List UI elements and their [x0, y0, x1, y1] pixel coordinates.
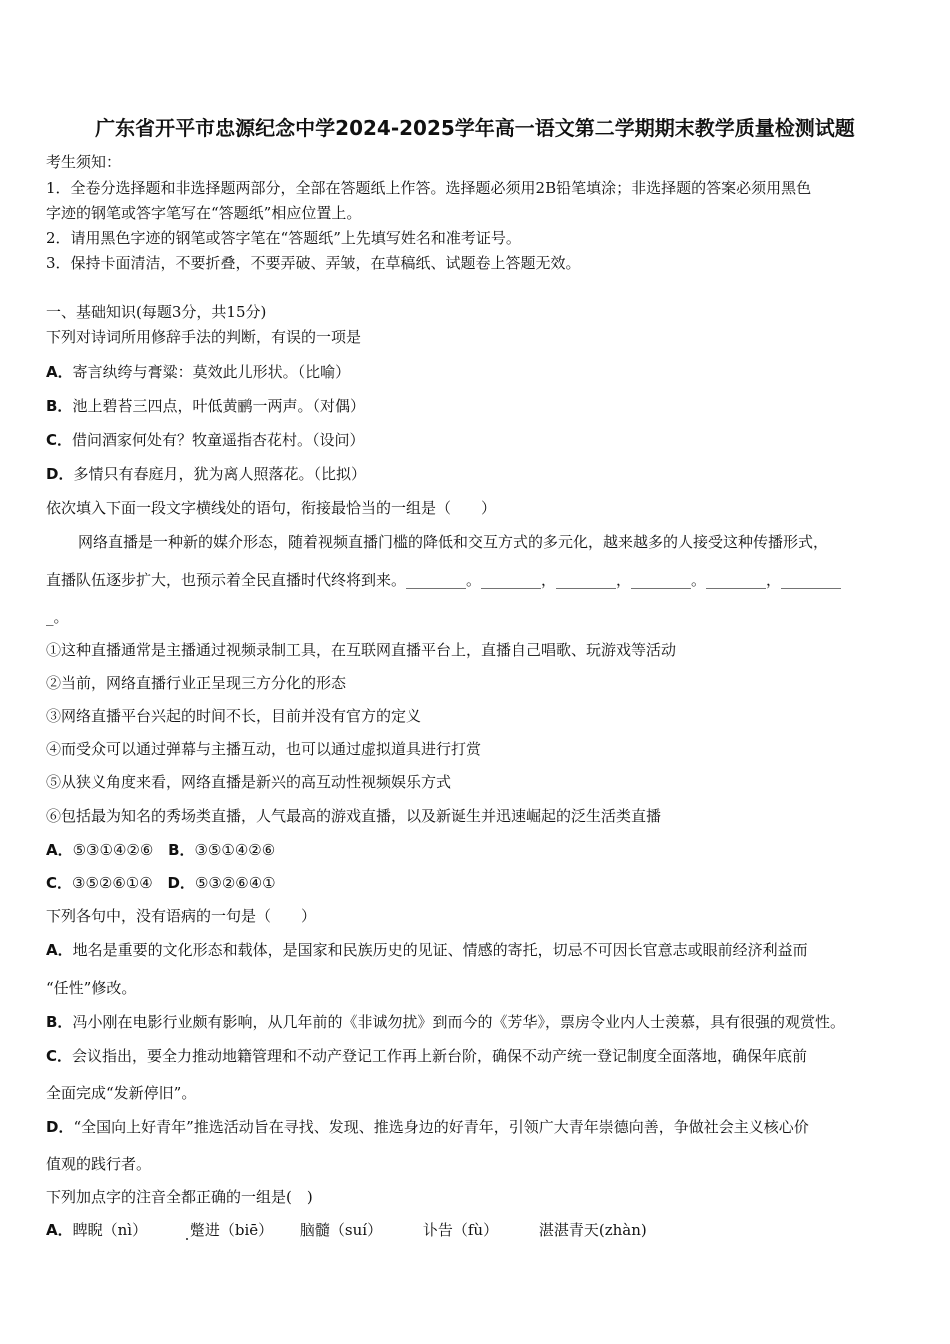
q2-options-row-2 — [46, 873, 276, 893]
q1-option-a — [46, 362, 350, 382]
q3-option-d — [46, 1117, 809, 1137]
option-label: D． — [46, 1118, 74, 1136]
notice-item-1: 1．全卷分选择题和非选择题两部分，全部在答题纸上作答。选择题必须用2B铅笔填涂；非选择题的答案必须用黑色 — [46, 179, 812, 197]
option-label: C． — [46, 431, 73, 449]
q2-item-2: ②当前，网络直播行业正呈现三方分化的形态 — [46, 674, 347, 692]
q1-stem: 下列对诗词所用修辞手法的判断，有误的一项是 — [46, 328, 362, 346]
q4-word-4: 讣告（fù） — [422, 1221, 499, 1239]
option-label: A． — [46, 1221, 73, 1239]
q2-item-4: ④而受众可以通过弹幕与主播互动，也可以通过虚拟道具进行打赏 — [46, 740, 482, 758]
q3-option-a-cont: “任性”修改。 — [46, 979, 137, 997]
q3-option-c-cont: 全面完成“发新停旧”。 — [46, 1084, 197, 1102]
option-label: A． — [46, 363, 73, 381]
q2-item-3: ③网络直播平台兴起的时间不长，目前并没有官方的定义 — [46, 707, 422, 725]
q2-item-5: ⑤从狭义角度来看，网络直播是新兴的高互动性视频娱乐方式 — [46, 773, 452, 791]
q4-stem: 下列加点字的注音全都正确的一组是( ) — [46, 1188, 313, 1206]
q1-option-d — [46, 464, 366, 484]
option-text: 会议指出，要全力推动地籍管理和不动产登记工作再上新台阶，确保不动产统一登记制度全面落地，确保年底前 — [72, 1047, 808, 1065]
option-label: D． — [46, 465, 74, 483]
q3-option-b — [46, 1012, 845, 1032]
option-text: 多情只有春庭月，犹为离人照落花。（比拟） — [73, 465, 366, 483]
q3-option-a — [46, 940, 808, 960]
section-heading: 一、基础知识(每题3分，共15分) — [46, 303, 267, 321]
option-text: 借问酒家何处有？牧童遥指杏花村。（设问） — [72, 431, 365, 449]
q2-stem: 依次填入下面一段文字横线处的语句，衔接最恰当的一组是（ ） — [46, 499, 497, 517]
option-text: 地名是重要的文化形态和载体，是国家和民族历史的见证、情感的寄托，切忌不可因长官意志或眼前经济利益而 — [72, 941, 808, 959]
q1-option-c — [46, 430, 365, 450]
option-label: B． — [168, 841, 195, 859]
q2-passage-line-3: _。 — [46, 608, 69, 626]
option-label: B． — [46, 397, 73, 415]
option-text: ③⑤②⑥①④ — [72, 874, 153, 892]
option-text: 池上碧苔三四点，叶低黄鹂一两声。（对偶） — [72, 397, 365, 415]
notice-item-1-cont: 字迹的钢笔或答字笔写在“答题纸”相应位置上。 — [46, 204, 362, 222]
q4-word-5: 湛湛青天(zhàn) — [538, 1221, 647, 1239]
q4-word-2: 蹩进（biē） — [189, 1221, 274, 1239]
option-label: A． — [46, 841, 73, 859]
notice-item-2: 2．请用黑色字迹的钢笔或答字笔在“答题纸”上先填写姓名和准考证号。 — [46, 229, 521, 247]
option-label: C． — [46, 1047, 73, 1065]
option-label: A． — [46, 941, 73, 959]
q2-item-6: ⑥包括最为知名的秀场类直播，人气最高的游戏直播，以及新诞生并迅速崛起的泛生活类直播 — [46, 807, 662, 825]
notice-heading: 考生须知： — [46, 153, 122, 171]
q1-option-b — [46, 396, 365, 416]
q2-passage-line-2: 直播队伍逐步扩大，也预示着全民直播时代终将到来。________。________，________，________。________，________ — [46, 571, 842, 589]
q4-option-a — [46, 1220, 647, 1240]
q2-passage-line-1: 网络直播是一种新的媒介形态，随着视频直播门槛的降低和交互方式的多元化，越来越多的人接受这种传播形式， — [78, 533, 829, 551]
option-label: B． — [46, 1013, 73, 1031]
option-text: “全国向上好青年”推选活动旨在寻找、发现、推选身边的好青年，引领广大青年崇德向善，争做社会主义核心价 — [73, 1118, 809, 1136]
q3-option-d-cont: 值观的践行者。 — [46, 1155, 152, 1173]
q2-options-row-1 — [46, 840, 275, 860]
option-label: D． — [167, 874, 195, 892]
q4-word-3: 脑髓（suí） — [299, 1221, 383, 1239]
q3-stem: 下列各句中，没有语病的一句是（ ） — [46, 907, 317, 925]
notice-item-3: 3．保持卡面清洁，不要折叠，不要弄破、弄皱，在草稿纸、试题卷上答题无效。 — [46, 254, 581, 272]
option-text: ③⑤①④②⑥ — [194, 841, 276, 859]
option-text: ⑤③①④②⑥ — [72, 841, 154, 859]
q4-word-1: 睥睨（nì） — [72, 1221, 148, 1239]
option-text: 冯小刚在电影行业颇有影响，从几年前的《非诚勿扰》到而今的《芳华》，票房令业内人士羡慕，具有很强的观赏性。 — [72, 1013, 845, 1031]
option-text: ⑤③②⑥④① — [194, 874, 276, 892]
option-text: 寄言纨绔与膏粱：莫效此儿形状。（比喻） — [72, 363, 351, 381]
page-title: 广东省开平市忠源纪念中学2024-2025学年高一语文第二学期期末教学质量检测试题 — [95, 116, 855, 140]
emphasis-dot — [186, 1238, 188, 1240]
q2-item-1: ①这种直播通常是主播通过视频录制工具，在互联网直播平台上，直播自己唱歌、玩游戏等活动 — [46, 641, 677, 659]
q3-option-c — [46, 1046, 807, 1066]
option-label: C． — [46, 874, 73, 892]
